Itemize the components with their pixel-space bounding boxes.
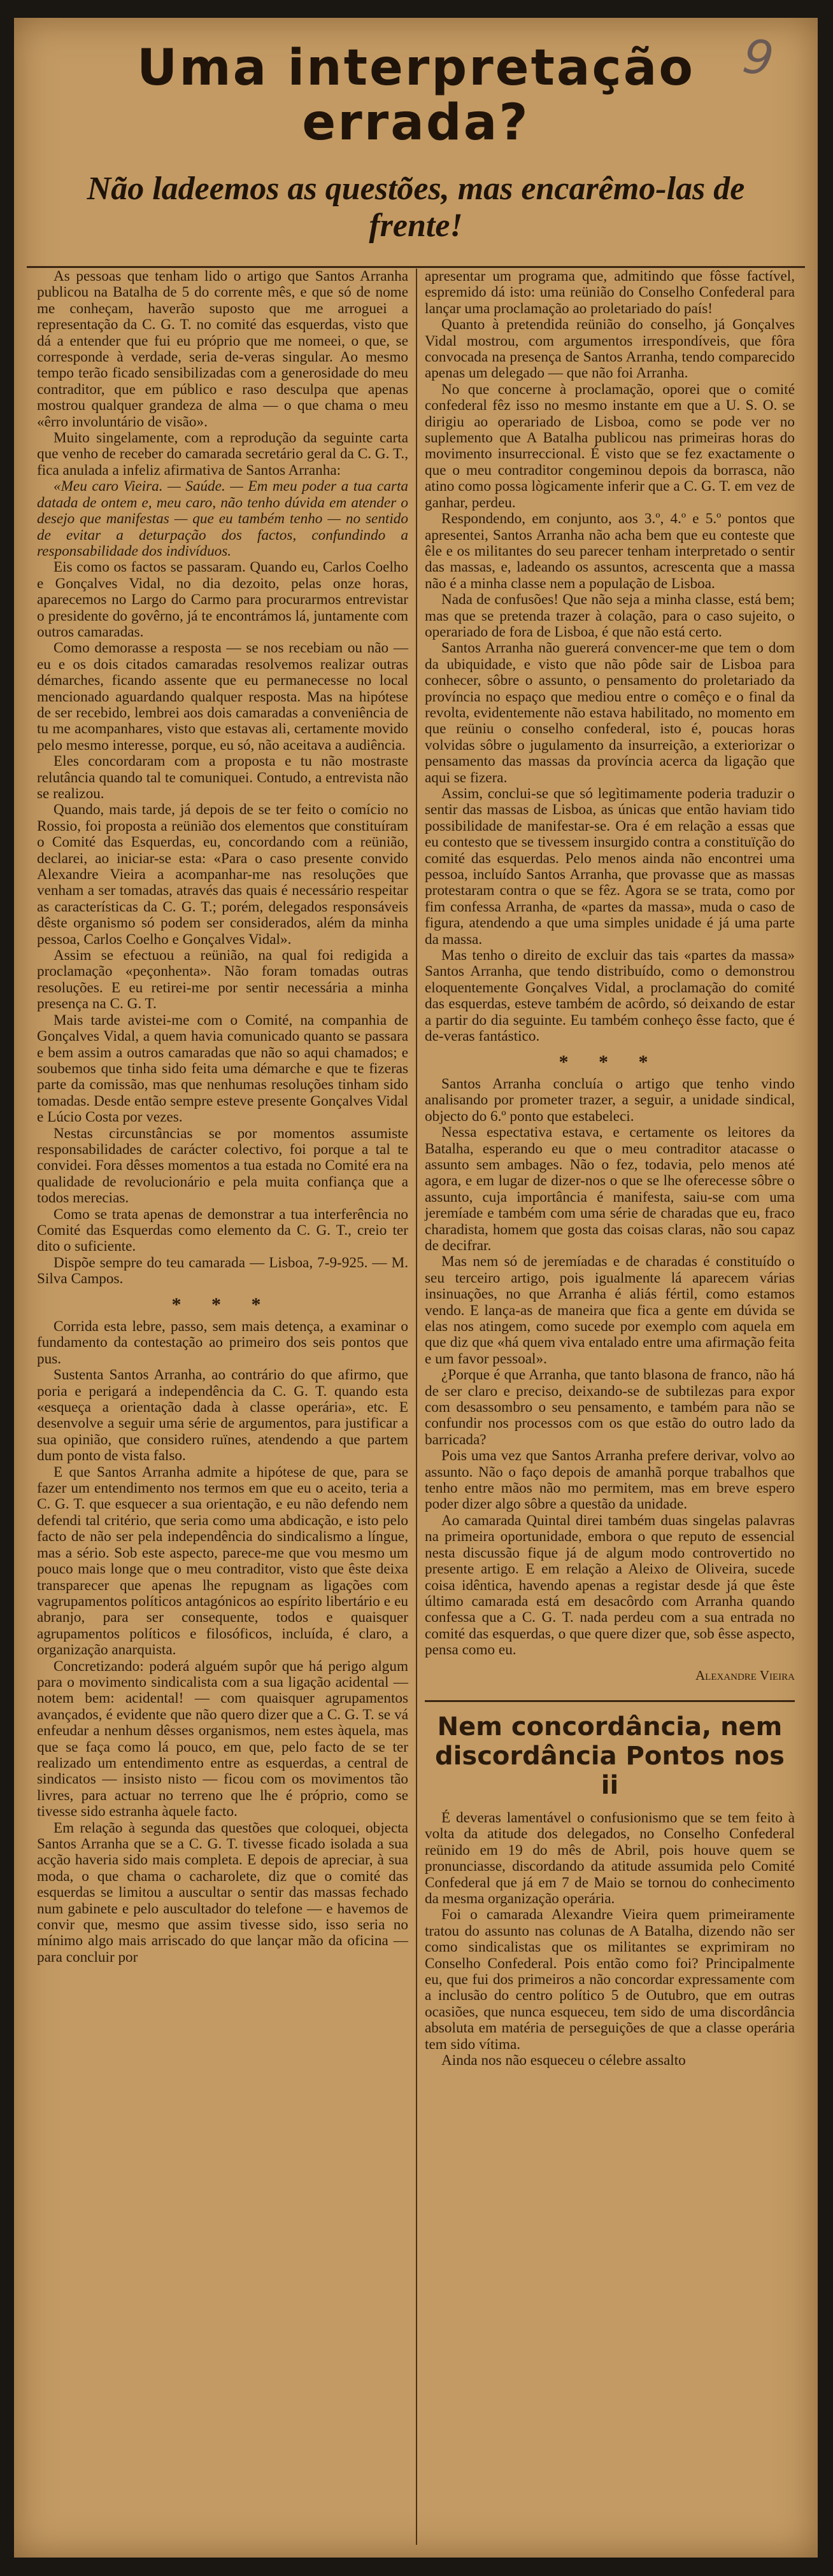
section-separator: * * * — [171, 1293, 274, 1315]
paragraph: Eles concordaram com a proposta e tu não mostraste relutância quando tal te comuniquei. Contudo, a entrevista não se realizou. — [37, 753, 408, 802]
paragraph: Ao camarada Quintal direi também duas singelas palavras na primeira oportunidade, embora o que reputo de essencial nesta discussão fique já de algum modo controvertido no presente artigo. E em relação a Aleixo de Oliveira, sucede coisa idêntica, havendo apenas a registar desde já que êste último camarada está em desacôrdo com Arranha quando confessa que a C. G. T. nada perdeu com a sua entrada no comité das esquerdas, o que quere dizer que, sob êsse aspecto, pensa como eu. — [425, 1512, 795, 1659]
paragraph: E que Santos Arranha admite a hipótese de que, para se fazer um entendimento nos termos em que eu o aceito, teria a C. G. T. que esquecer a sua orientação, e eu não defendo nem defendi tal critério, que seria como uma abdicação, e isto pelo facto de não ser pela independência do sindicalismo a língue, mas a sério. Sob este aspecto, parece-me que vou mesmo um pouco mais longe que o meu contraditor, visto que êste deixa transparecer que apenas lhe repugnam as ligações com vagrupamentos políticos antagónicos ao espírito libertário e eu abranjo, para ser consequente, todos e quaisquer agrupamentos políticos e filosóficos, incluída, é claro, a organização anarquista. — [37, 1463, 408, 1659]
paragraph: Ainda nos não esqueceu o célebre assalto — [441, 2052, 686, 2069]
paragraph: É deveras lamentável o confusionismo que se tem feito à volta da atitude dos delegados, no Conselho Confederal reünido em 19 do mês de Abril, pois houve quem se pronunciasse, discordando da atitude assumida pelo Comité Confederal que já em 7 de Maio se tornou do conhecimento da mesma organização operária. — [425, 1809, 795, 1907]
letter-opening: «Meu caro Vieira. — Saúde. — Em meu poder a tua carta datada de ontem e, meu caro, não tenho dúvida em atender o desejo que manifestas — que eu também tenho — no sentido de evitar a deturpação dos factos, confundindo a responsabilidade dos indivíduos. — [37, 478, 408, 560]
paragraph: Respondendo, em conjunto, aos 3.º, 4.º e 5.º pontos que apresentei, Santos Arranha não acha bem que eu conteste que êle e os militantes do seu parecer tenham interpretado o sentir das massas, e, ladeando os assuntos, acrescenta que a massa não é a minha classe nem a população de Lisboa. — [425, 510, 795, 592]
paragraph: Pois uma vez que Santos Arranha prefere derivar, volvo ao assunto. Não o faço depois de amanhã porque trabalhos que tenho entre mãos não mo permitem, mas em breve espero poder dizer algo sôbre a questão da unidade. — [425, 1447, 795, 1513]
paragraph: Foi o camarada Alexandre Vieira quem primeiramente tratou do assunto nas colunas de A Batalha, dizendo não ser como sindicalistas que os militantes se exprimiram no Conselho Confederal. Pois então como foi? Principalmente eu, que fui dos primeiros a não concordar expressamente com a inclusão do centro político 5 de Outubro, que em outras ocasiões, que nunca esqueceu, tem sido de uma discordância absoluta em matéria de perseguições de que a classe operária tem sido vítima. — [425, 1906, 795, 2053]
paragraph: Concretizando: poderá alguém supôr que há perigo algum para o movimento sindicalista com a sua ligação acidental — notem bem: acidental! — com quaisquer agrupamentos avançados, é evidente que não quero dizer que a C. G. T. se vá enfeudar a nenhum dêsses organismos, nem estes àquela, mas que se faça como lá pouco, em que, pelo facto de se ter realizado um entendimento entre as esquerdas, a central de sindicatos — insisto nisto — ficou com os movimentos tão livres, para actuar no terreno que lhe é próprio, como se tivesse sido estranha àquele facto. — [37, 1658, 408, 1820]
paragraph: Corrida esta lebre, passo, sem mais detença, a examinar o fundamento da contestação ao primeiro dos seis pontos que pus. — [37, 1318, 408, 1367]
section-separator: * * * — [559, 1051, 661, 1073]
paragraph: Como se trata apenas de demonstrar a tua interferência no Comité das Esquerdas como elemento da C. G. T., creio ter dito o suficiente. — [37, 1206, 408, 1255]
paragraph: Muito singelamente, com a reprodução da seguinte carta que venho de receber do camarada secretário geral da C. G. T., fica anulada a infeliz afirmativa de Santos Arranha: — [37, 430, 408, 479]
paragraph: Assim, conclui-se que só legìtimamente poderia traduzir o sentir das massas de Lisboa, as únicas que então haviam tido possibilidade de manifestar-se. Ora é em relação a essas que eu contesto que se tivessem insurgido contra a constituïção do comité das esquerdas. Pelo menos ainda não encontrei uma pessoa, incluído Santos Arranha, que provasse que as massas protestaram contra o que se fêz. Agora se se trata, como por fim confessa Arranha, de «partes da massa», muda o caso de figura, atendendo a que uma simples unidade é já uma parte da massa. — [425, 785, 795, 948]
paragraph: Mas tenho o direito de excluir das tais «partes da massa» Santos Arranha, que tendo distribuído, como o demonstrou eloquentemente Gonçalves Vidal, a proclamação do comité das esquerdas, esteve também de acôrdo, só deixando de estar a partir do dia seguinte. Eu também conheço êsse facto, que é de-veras fantástico. — [425, 947, 795, 1045]
paragraph: Mais tarde avistei-me com o Comité, na companhia de Gonçalves Vidal, a quem havia comunicado quanto se passara e bem assim a outros camaradas que não so aqui chamados; e soubemos que tinha sido feita uma démarche e que te fizeras parte da comissão, mas que nenhumas resoluções tinham sido tomadas. Desde então sempre esteve presente Gonçalves Vidal e Lúcio Costa por vezes. — [37, 1011, 408, 1126]
pencil-page-number: 9 — [739, 29, 777, 87]
paragraph: Em relação à segunda das questões que coloquei, objecta Santos Arranha que se a C. G. T. tivesse ficado isolada a sua acção haveria sido mais completa. E depois de apreciar, à sua moda, o que chama o cacharolete, diz que o comité das esquerdas se limitou a auscultar o sentir das massas fechado num gabinete e pelo auscultador do telefone — e havemos de convir que, mesmo que assim tivesse sido, isso seria no mínimo algo mais arriscado do que lançar mão da oficina — para concluir por — [37, 1819, 408, 1966]
paragraph: Mas nem só de jeremíadas e de charadas é constituído o seu terceiro artigo, pois igualmente lá aparecem várias insinuações, no que Arranha é aliás fértil, como estamos vendo. E lança-as de maneira que fica a gente em dúvida se elas nos atingem, como sucede por exemplo com aquela em que diz que «há quem viva entalado entre uma afirmação feita e um favor pessoal». — [425, 1253, 795, 1367]
headline-line-1: Uma interpretação — [137, 39, 695, 97]
paragraph: Quanto à pretendida reünião do conselho, já Gonçalves Vidal mostrou, com argumentos irrespondíveis, que fôra convocada na presença de Santos Arranha, tendo comparecido apenas um delegado — que não foi Arranha. — [425, 316, 795, 382]
paragraph: Nestas circunstâncias se por momentos assumiste responsabilidades de carácter colectivo, foi porque a tal te convidei. Fora dêsses momentos a tua estada no Comité era na qualidade de revolucionário e pela muita confiança que a todos merecias. — [37, 1125, 408, 1207]
author-signature: Alexandre Vieira — [695, 1667, 795, 1683]
paragraph: Assim se efectuou a reünião, na qual foi redigida a proclamação «peçonhenta». Não foram tomadas outras resoluções. E eu retirei-me por sentir necessária a minha presença na C. G. T. — [37, 947, 408, 1013]
subheadline: Não ladeemos as questões, mas encarêmo-las de frente! — [87, 171, 745, 244]
paragraph: Sustenta Santos Arranha, ao contrário do que afirmo, que poria e perigará a independência da C. G. T. quando esta «esqueça a orientação dada à classe operária», etc. E desenvolve a seguir uma série de argumentos, para justificar a sua opinião, que considero ruïnes, atendendo a que partem dum ponto de vista falso. — [37, 1367, 408, 1465]
paragraph: Santos Arranha concluía o artigo que tenho vindo analisando por prometer trazer, a seguir, a unidade sindical, objecto do 6.º ponto que estabeleci. — [425, 1075, 795, 1125]
paragraph: As pessoas que tenham lido o artigo que Santos Arranha publicou na Batalha de 5 do corrente mês, e que só de nome me conheçam, haverão suposto que me arroguei a representação da C. G. T. no comité das esquerdas, visto que dá a entender que fui eu próprio que me nomeei, o que, se corresponde à verdade, seria de-veras singular. Ao mesmo tempo terão ficado sensibilizadas com a generosidade do meu contraditor, que em público e raso desculpa que apenas mostrou qualquer grandeza de alma — o que chama o meu «êrro involuntário de visão». — [37, 268, 408, 430]
letter-signoff: Dispõe sempre do teu camarada — Lisboa, 7-9-925. — M. Silva Campos. — [37, 1254, 408, 1288]
paragraph: Nessa espectativa estava, e certamente os leitores da Batalha, esperando eu que o meu contraditor atacasse o assunto sem ambages. Não o fez, todavia, pelo menos até agora, e em lugar de dizer-nos o que se lhe oferecesse sôbre o assunto, cuja importância é manifesta, saiu-se com uma jeremíade e também com uma série de charadas que eu, fraco charadista, homem que gosta das coisas claras, não sou capaz de decifrar. — [425, 1124, 795, 1254]
paragraph: Santos Arranha não guererá convencer-me que tem o dom da ubiquidade, e visto que não pôde sair de Lisboa para conhecer, sôbre o assunto, o pensamento do proletariado da província no espaço que mediou entre o comêço e o final da revolta, evidentemente não estava habilitado, no momento em que reüniu o conselho confederal, isto é, poucas horas volvidas sôbre o jugulamento da insurreição, a exteriorizar o pensamento das massas da província acerca da ligação que aqui se fizera. — [425, 640, 795, 786]
newspaper-clipping — [14, 18, 818, 2558]
paragraph: ¿Porque é que Arranha, que tanto blasona de franco, não há de ser claro e preciso, deixando-se de subtilezas para expor com desassombro o seu pensamento, e também para não se confundir nos processos com os que estão do outro lado da barricada? — [425, 1367, 795, 1448]
paragraph: apresentar um programa que, admitindo que fôsse factível, espremido dá isto: uma reünião do Conselho Confederal para lançar uma proclamação ao proletariado do país! — [425, 268, 795, 317]
paragraph: Como demorasse a resposta — se nos recebiam ou não — eu e os dois citados camaradas resolvemos realizar outras démarches, ficando assente que eu permanecesse no local mencionado aguardando qualquer resposta. Mas na hipótese de ser recebido, lembrei aos dois camaradas a conveniência de tu me acompanhares, visto que estavas ali, certamente movido pelo mesmo interesse, porque, eu só, não aceitava a audiência. — [37, 640, 408, 754]
column-right — [416, 269, 802, 2545]
paragraph: No que concerne à proclamação, oporei que o comité confederal fêz isso no mesmo instante em que a U. S. O. se dirigiu ao operariado de Lisboa, como se pode ver no suplemento que A Batalha publicou nas primeiras horas do movimento insurreccional. É visto que se fez exactamente o que o meu contraditor congeminou depois da borrasca, não atino como possa lògicamente inferir que a C. G. T. em vez de ganhar, perdeu. — [425, 381, 795, 511]
paragraph: Eis como os factos se passaram. Quando eu, Carlos Coelho e Gonçalves Vidal, no dia dezoito, pelas onze horas, aparecemos no Largo do Carmo para procurarmos entrevistar o presidente do govêrno, já te encontrámos lá, juntamente com outros camaradas. — [37, 559, 408, 640]
headline — [14, 41, 818, 150]
column-left — [29, 269, 416, 2545]
headline-line-2: errada? — [302, 94, 530, 151]
article-columns — [29, 269, 802, 2545]
paragraph: Nada de confusões! Que não seja a minha classe, está bem; mas que se pretenda trazer à colação, para o caso sujeito, o operariado de fora de Lisboa, é que não está certo. — [425, 591, 795, 640]
second-article-title: Nem concordância, nem discordância Pontos nos ii — [425, 1700, 795, 1800]
paragraph: Quando, mais tarde, já depois de se ter feito o comício no Rossio, foi proposta a reünião dos elementos que constituíram o Comité das Esquerdas, eu, concordando com a reünião, declarei, ao iniciar-se esta: «Para o caso presente convido Alexandre Vieira a acompanhar-me nas resoluções que venham a ser tomadas, através das quais é necessário respeitar as características da C. G. T.; porém, delegados responsáveis dêste organismo só podem ser considerados, além da minha pessoa, Carlos Coelho e Gonçalves Vidal». — [37, 801, 408, 948]
